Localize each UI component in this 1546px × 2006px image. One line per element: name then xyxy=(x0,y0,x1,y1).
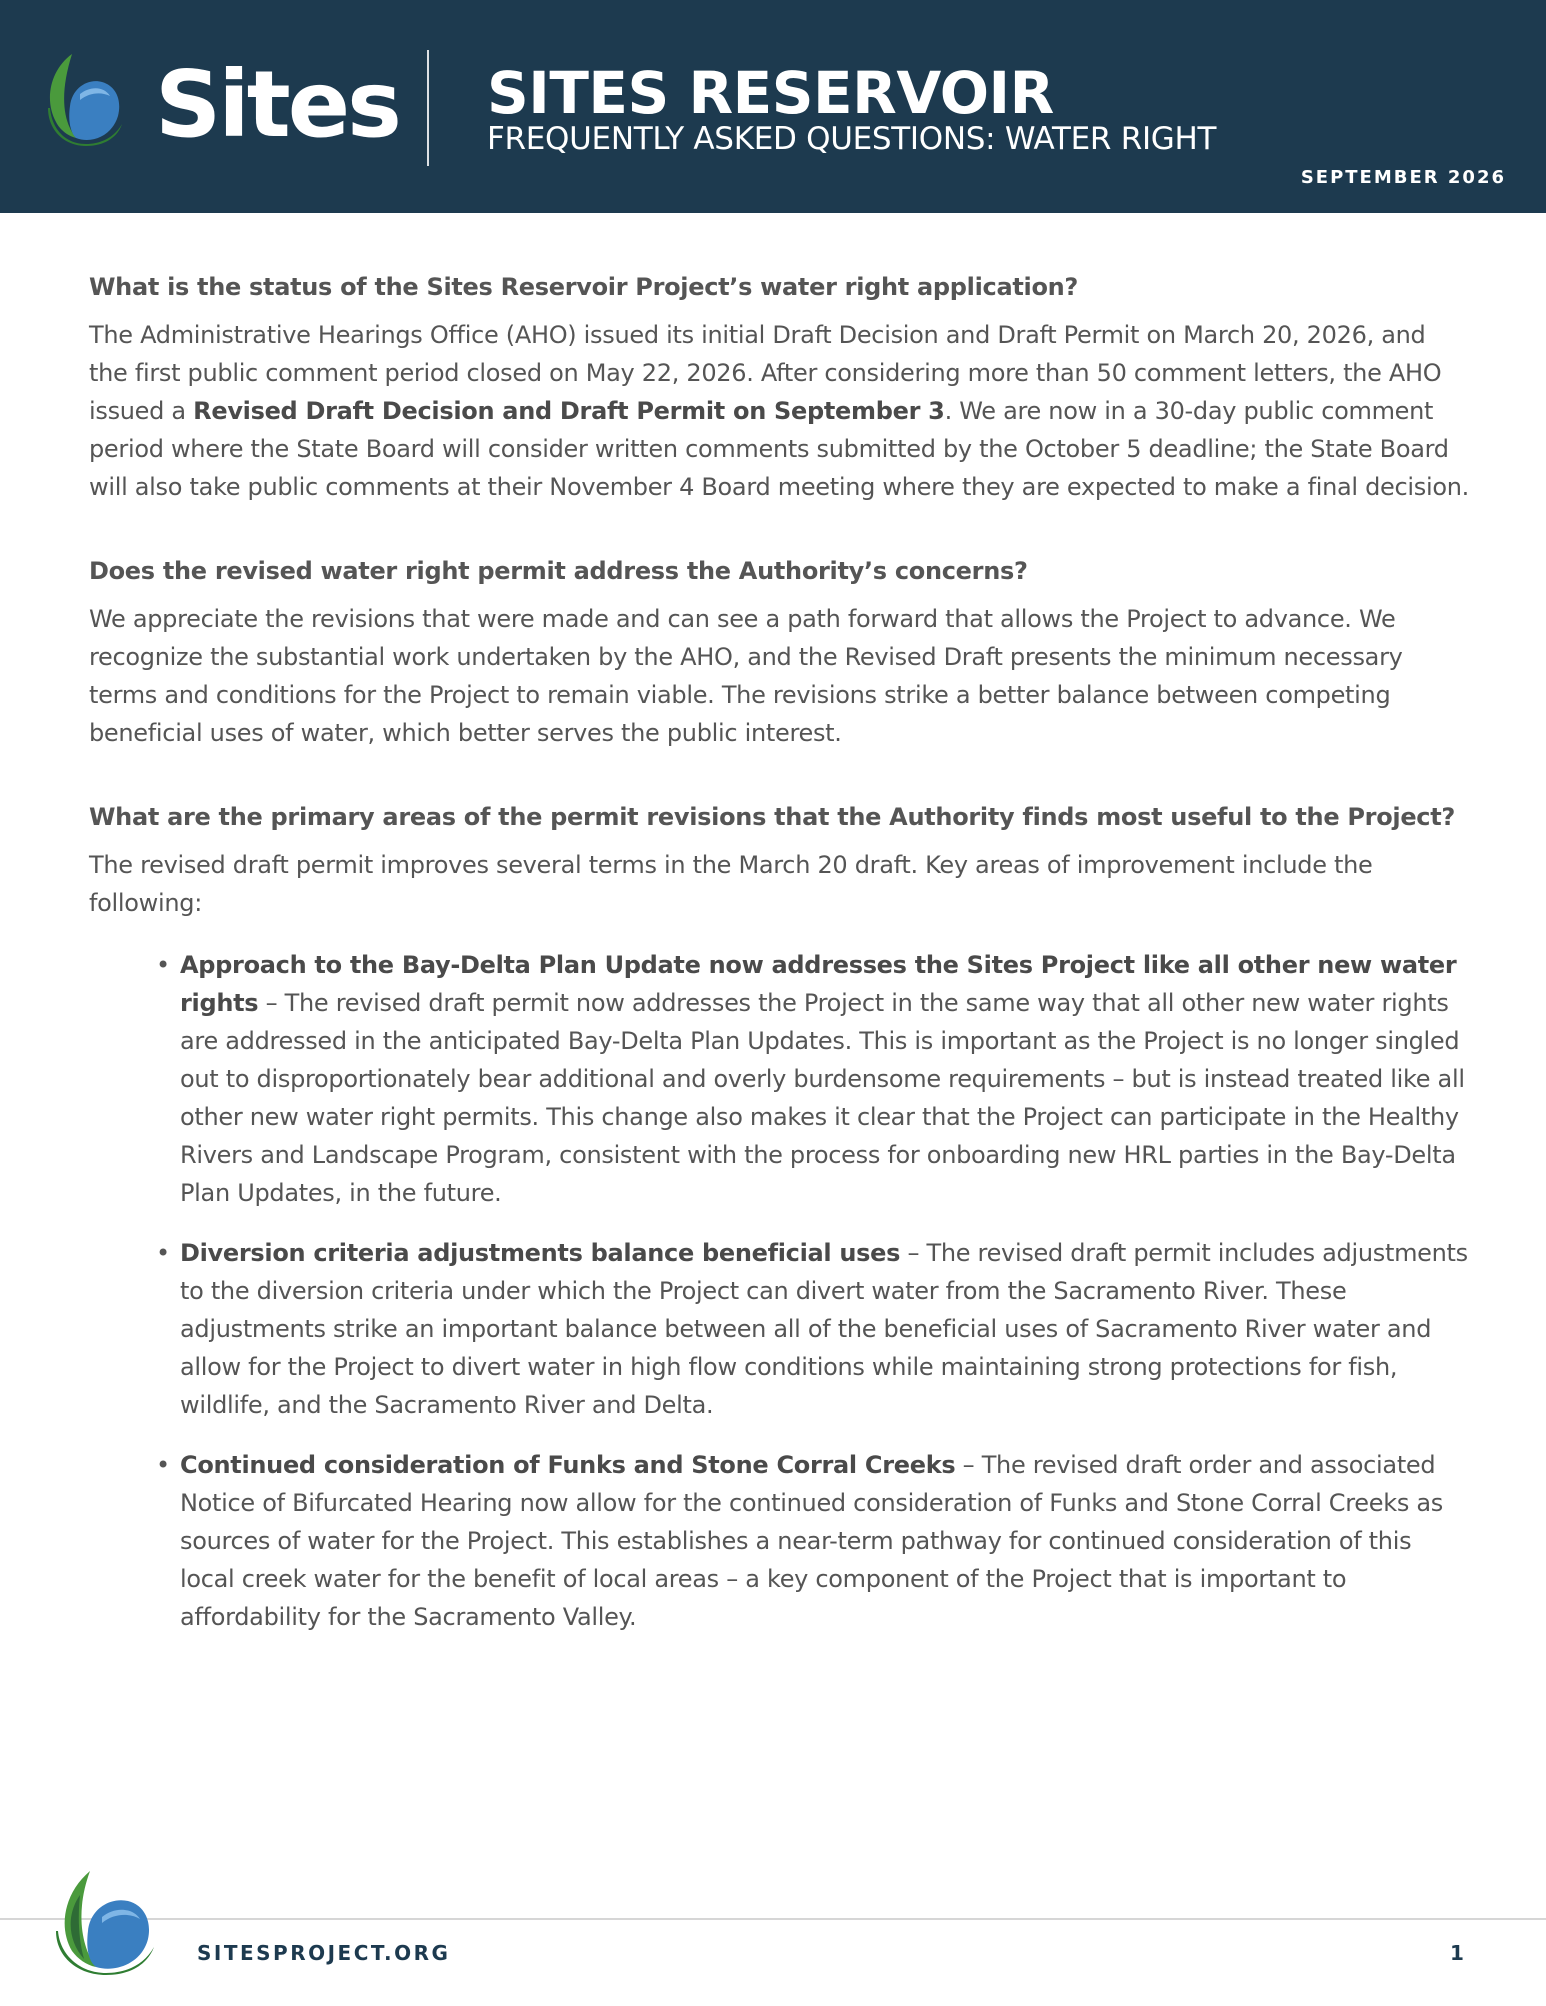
faq-answer-1-post: . We are now in a 30-day public comment period where the State Board will consider written comments submitted by the October 5 deadline; the State Board will also take public comments at their November 4 Board meeting where they are expected to make a final decision. xyxy=(89,397,1469,501)
footer-divider xyxy=(0,1918,1546,1920)
footer-logo-icon xyxy=(50,1865,160,1975)
section-spacer xyxy=(89,752,1469,798)
list-item xyxy=(180,1446,1469,1636)
list-item-heading: Diversion criteria adjustments balance beneficial uses xyxy=(180,1239,901,1267)
list-item-text: – The revised draft order and associated Notice of Bifurcated Hearing now allow for the continued consideration of Funks and Stone Corral Creeks as sources of water for the Project. This establishes a near-term pathway for continued consideration of this local creek water for the benefit of local areas – a key component of the Project that is important to affordability for the Sacramento Valley. xyxy=(180,1451,1443,1631)
improvement-list xyxy=(89,946,1469,1636)
header-divider xyxy=(427,50,429,166)
faq-answer-2: We appreciate the revisions that were made and can see a path forward that allows the Project to advance. We recognize the substantial work undertaken by the AHO, and the Revised Draft presents the minimum necessary terms and conditions for the Project to remain viable. The revisions strike a better balance between competing beneficial uses of water, which better serves the public interest. xyxy=(89,605,1403,747)
faq-answer-1-bold: Revised Draft Decision and Draft Permit on September 3 xyxy=(193,397,945,425)
faq-answer-1 xyxy=(89,316,1469,506)
list-item xyxy=(180,946,1469,1212)
footer-website-link[interactable]: SITESPROJECT.ORG xyxy=(197,1941,451,1965)
faq-question-3: What are the primary areas of the permit revisions that the Authority finds most useful to the Project? xyxy=(89,803,1456,831)
sites-logo-icon xyxy=(42,48,122,148)
faq-question-1: What is the status of the Sites Reservoir Project’s water right application? xyxy=(89,273,1079,301)
faq-answer-3: The revised draft permit improves several terms in the March 20 draft. Key areas of improvement include the following: xyxy=(89,851,1373,917)
list-item xyxy=(180,1234,1469,1424)
page-number: 1 xyxy=(1450,1941,1464,1965)
faq-answer-1-pre: The Administrative Hearings Office (AHO) issued its initial Draft Decision and Draft Permit on March 20, 2026, and the first public comment period closed on May 22, 2026. After considering more than 50 comment letters, the AHO issued a xyxy=(89,321,1442,425)
faq-question-2: Does the revised water right permit address the Authority’s concerns? xyxy=(89,557,1028,585)
logo-wordmark: Sites xyxy=(155,51,399,158)
section-spacer xyxy=(89,506,1469,552)
page-header xyxy=(0,0,1546,213)
page-title: SITES RESERVOIR xyxy=(487,59,1054,127)
faq-content xyxy=(89,268,1469,1658)
list-item-heading: Approach to the Bay-Delta Plan Update now addresses the Sites Project like all other new water rights xyxy=(180,951,1457,1017)
list-item-text: – The revised draft permit includes adjustments to the diversion criteria under which the Project can divert water from the Sacramento River. These adjustments strike an important balance between all of the beneficial uses of Sacramento River water and allow for the Project to divert water in high flow conditions while maintaining strong protections for fish, wildlife, and the Sacramento River and Delta. xyxy=(180,1239,1468,1419)
list-item-text: – The revised draft permit now addresses the Project in the same way that all other new water rights are addressed in the anticipated Bay-Delta Plan Updates. This is important as the Project is no longer singled out to disproportionately bear additional and overly burdensome requirements – but is instead treated like all other new water right permits. This change also makes it clear that the Project can participate in the Healthy Rivers and Landscape Program, consistent with the process for onboarding new HRL parties in the Bay-Delta Plan Updates, in the future. xyxy=(180,989,1465,1207)
publication-date: SEPTEMBER 2026 xyxy=(1300,167,1506,188)
page-subtitle: FREQUENTLY ASKED QUESTIONS: WATER RIGHT xyxy=(487,121,1217,157)
list-item-heading: Continued consideration of Funks and Stone Corral Creeks xyxy=(180,1451,956,1479)
